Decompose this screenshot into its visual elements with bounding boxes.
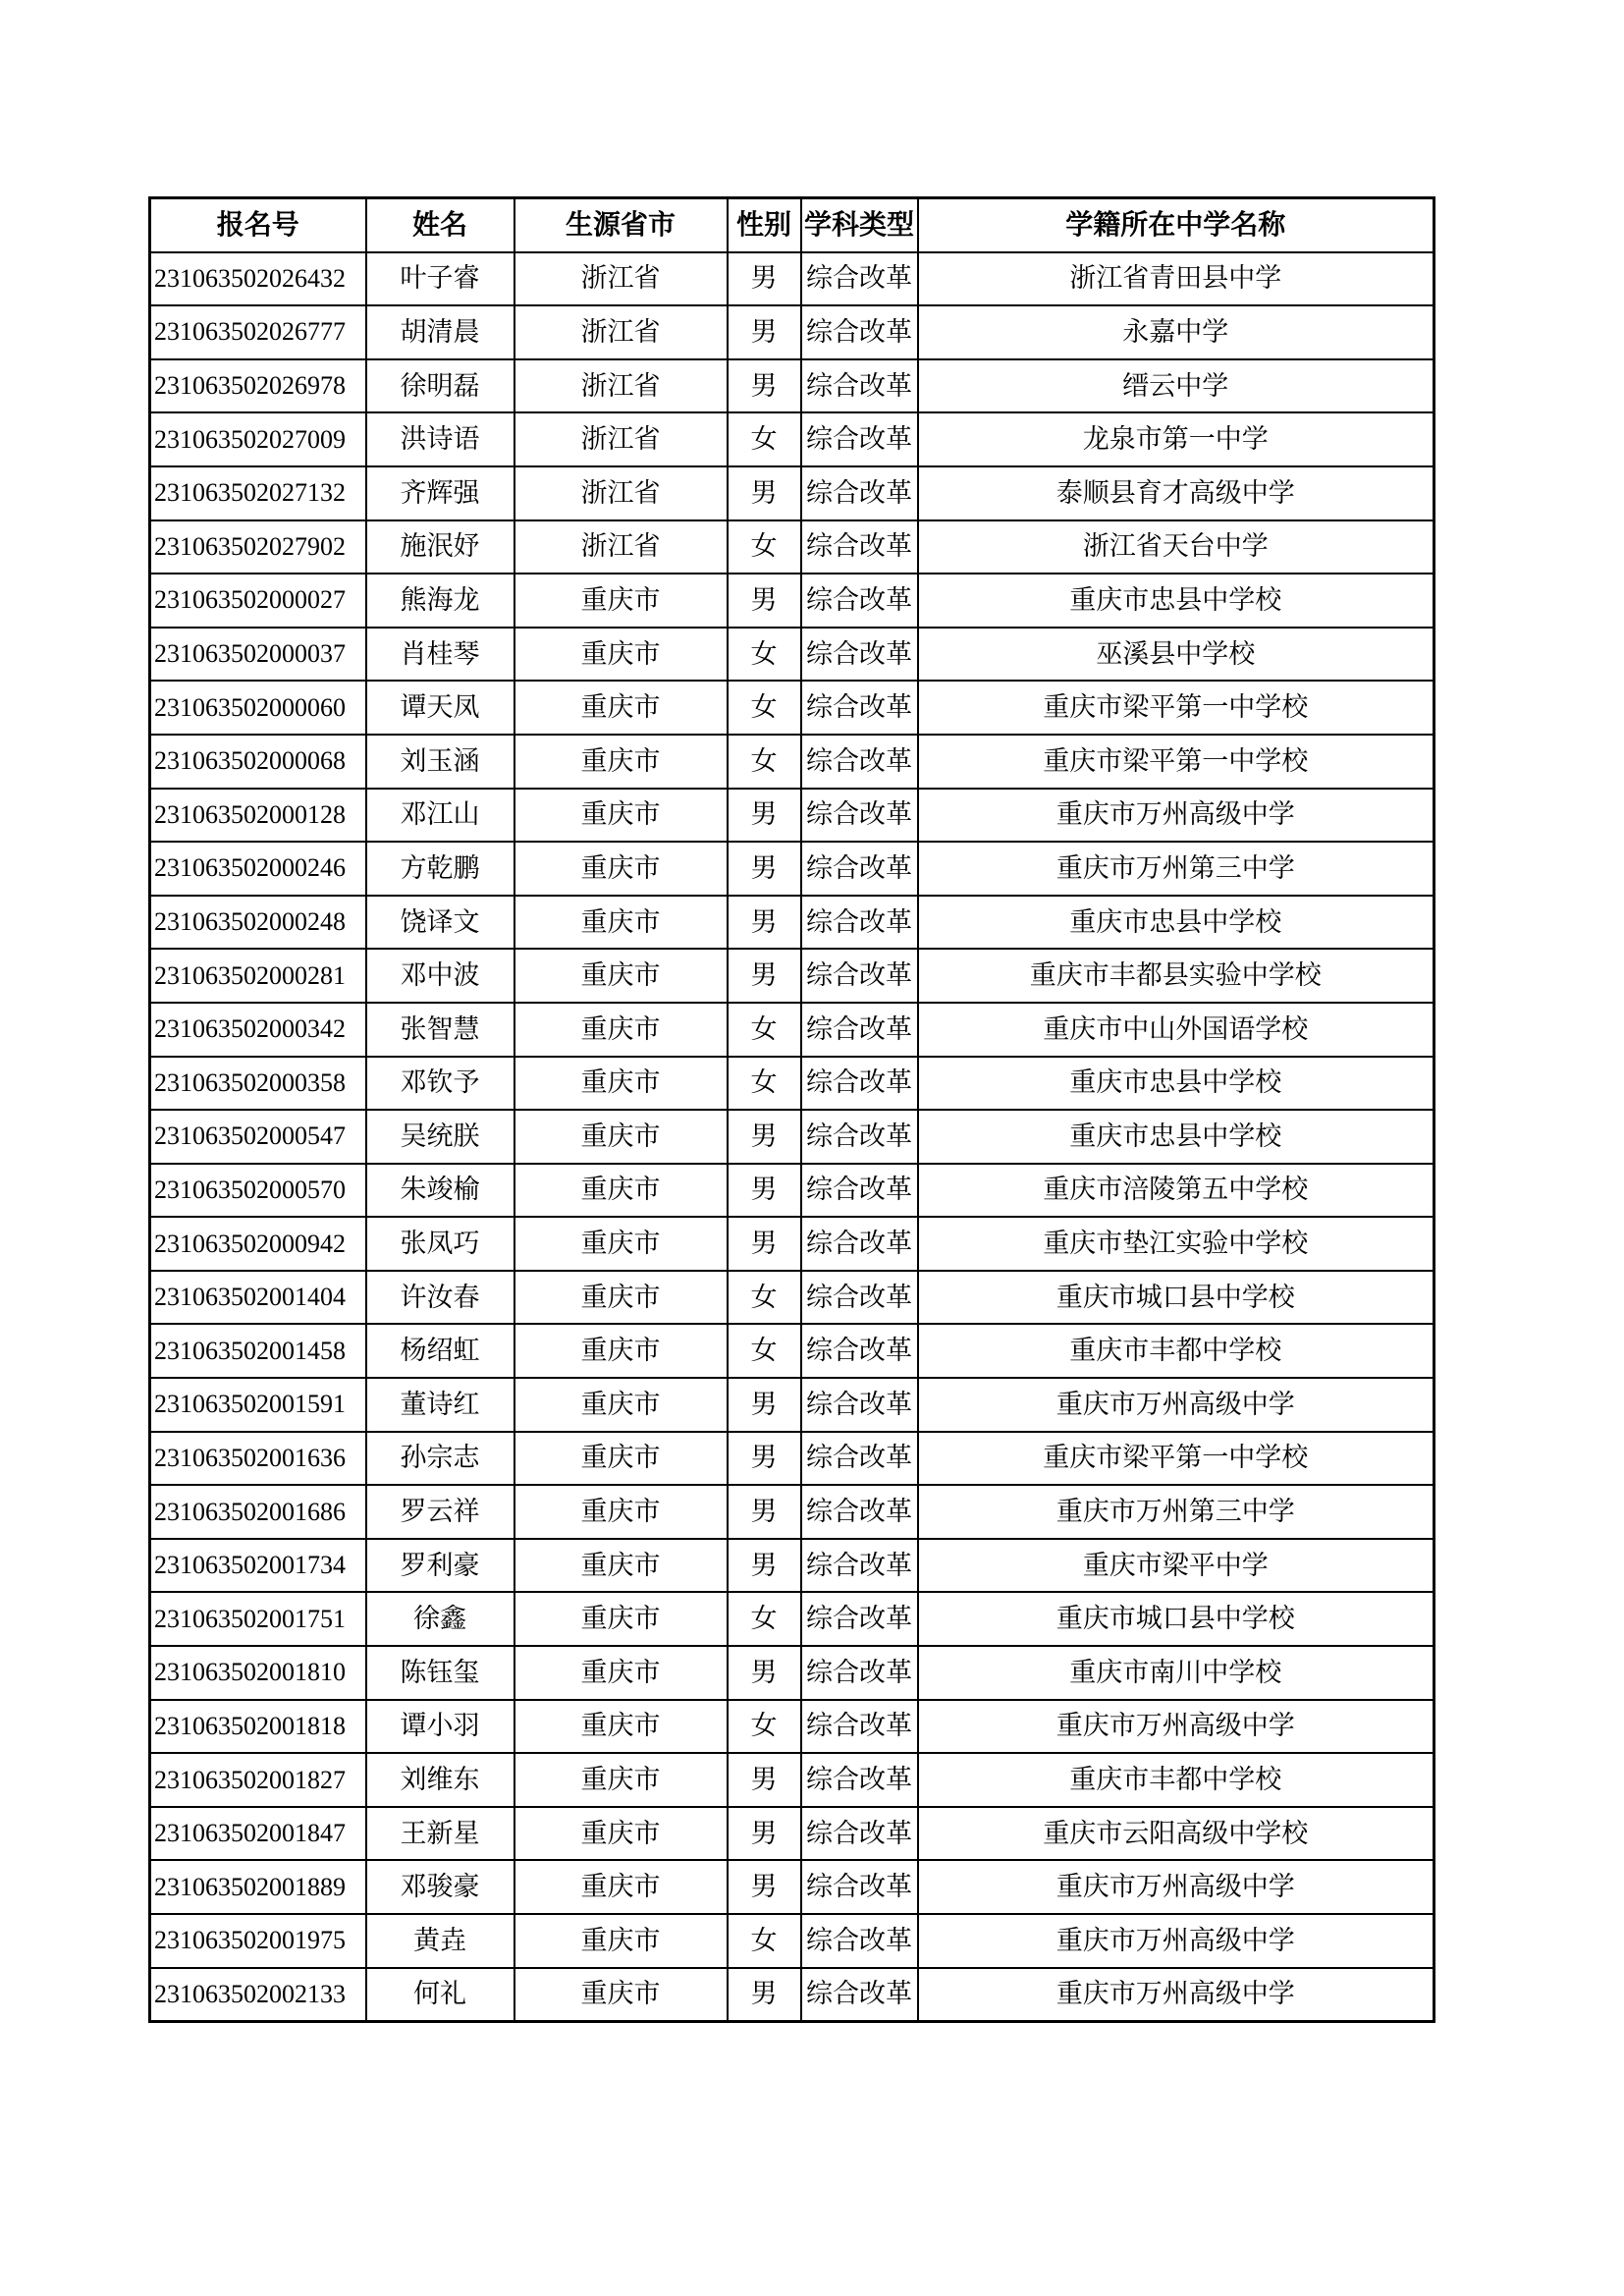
gender-cell: 男 [728, 949, 801, 1003]
subject-type-cell: 综合改革 [801, 949, 918, 1003]
gender-cell: 女 [728, 1324, 801, 1378]
registration-number-cell: 231063502000248 [150, 896, 366, 950]
name-cell: 齐辉强 [366, 466, 514, 520]
table-row [150, 1807, 1435, 1861]
name-cell: 张智慧 [366, 1003, 514, 1057]
province-cell: 重庆市 [514, 1110, 728, 1164]
name-cell: 许汝春 [366, 1271, 514, 1325]
table-row [150, 1217, 1435, 1271]
gender-cell: 男 [728, 1432, 801, 1486]
province-cell: 重庆市 [514, 1753, 728, 1807]
province-cell: 重庆市 [514, 896, 728, 950]
registration-number-cell: 231063502000128 [150, 789, 366, 843]
registration-number-cell: 231063502001847 [150, 1807, 366, 1861]
registration-number-cell: 231063502000358 [150, 1057, 366, 1111]
registration-number-cell: 231063502000068 [150, 735, 366, 789]
province-cell: 浙江省 [514, 412, 728, 466]
province-cell: 重庆市 [514, 681, 728, 735]
school-name-cell: 重庆市丰都中学校 [918, 1324, 1435, 1378]
province-cell: 重庆市 [514, 628, 728, 682]
province-cell: 重庆市 [514, 1539, 728, 1593]
registration-number-cell: 231063502026978 [150, 359, 366, 413]
school-name-cell: 重庆市梁平第一中学校 [918, 681, 1435, 735]
header-registration-number: 报名号 [150, 198, 366, 252]
name-cell: 孙宗志 [366, 1432, 514, 1486]
school-name-cell: 重庆市垫江实验中学校 [918, 1217, 1435, 1271]
province-cell: 重庆市 [514, 1271, 728, 1325]
subject-type-cell: 综合改革 [801, 520, 918, 574]
gender-cell: 男 [728, 252, 801, 306]
province-cell: 重庆市 [514, 1646, 728, 1700]
school-name-cell: 重庆市涪陵第五中学校 [918, 1164, 1435, 1218]
registration-number-cell: 231063502001889 [150, 1860, 366, 1914]
registration-number-cell: 231063502027009 [150, 412, 366, 466]
table-row [150, 1003, 1435, 1057]
name-cell: 刘玉涵 [366, 735, 514, 789]
registration-number-cell: 231063502027902 [150, 520, 366, 574]
name-cell: 徐明磊 [366, 359, 514, 413]
table-row [150, 842, 1435, 896]
gender-cell: 男 [728, 1110, 801, 1164]
name-cell: 邓中波 [366, 949, 514, 1003]
gender-cell: 女 [728, 1592, 801, 1646]
table-row [150, 1914, 1435, 1968]
table-row [150, 1968, 1435, 2022]
subject-type-cell: 综合改革 [801, 1003, 918, 1057]
school-name-cell: 重庆市忠县中学校 [918, 896, 1435, 950]
school-name-cell: 浙江省天台中学 [918, 520, 1435, 574]
gender-cell: 男 [728, 305, 801, 359]
province-cell: 浙江省 [514, 252, 728, 306]
school-name-cell: 泰顺县育才高级中学 [918, 466, 1435, 520]
subject-type-cell: 综合改革 [801, 1324, 918, 1378]
school-name-cell: 缙云中学 [918, 359, 1435, 413]
registration-number-cell: 231063502001404 [150, 1271, 366, 1325]
province-cell: 重庆市 [514, 1914, 728, 1968]
province-cell: 重庆市 [514, 1432, 728, 1486]
name-cell: 罗云祥 [366, 1485, 514, 1539]
gender-cell: 男 [728, 842, 801, 896]
subject-type-cell: 综合改革 [801, 735, 918, 789]
subject-type-cell: 综合改革 [801, 466, 918, 520]
gender-cell: 女 [728, 1700, 801, 1754]
name-cell: 王新星 [366, 1807, 514, 1861]
table-row [150, 1646, 1435, 1700]
school-name-cell: 重庆市城口县中学校 [918, 1592, 1435, 1646]
table-row [150, 1432, 1435, 1486]
registration-number-cell: 231063502001751 [150, 1592, 366, 1646]
name-cell: 叶子睿 [366, 252, 514, 306]
school-name-cell: 重庆市万州高级中学 [918, 1968, 1435, 2022]
subject-type-cell: 综合改革 [801, 1968, 918, 2022]
gender-cell: 男 [728, 1646, 801, 1700]
subject-type-cell: 综合改革 [801, 1432, 918, 1486]
name-cell: 黄垚 [366, 1914, 514, 1968]
gender-cell: 男 [728, 896, 801, 950]
registration-number-cell: 231063502000570 [150, 1164, 366, 1218]
header-subject-type: 学科类型 [801, 198, 918, 252]
table-row [150, 359, 1435, 413]
gender-cell: 男 [728, 1807, 801, 1861]
registration-number-cell: 231063502001734 [150, 1539, 366, 1593]
subject-type-cell: 综合改革 [801, 842, 918, 896]
registration-number-cell: 231063502026777 [150, 305, 366, 359]
table-row [150, 574, 1435, 628]
registration-number-cell: 231063502027132 [150, 466, 366, 520]
name-cell: 陈钰玺 [366, 1646, 514, 1700]
name-cell: 何礼 [366, 1968, 514, 2022]
school-name-cell: 重庆市城口县中学校 [918, 1271, 1435, 1325]
name-cell: 邓钦予 [366, 1057, 514, 1111]
province-cell: 重庆市 [514, 1860, 728, 1914]
name-cell: 洪诗语 [366, 412, 514, 466]
table-body [150, 252, 1435, 2022]
name-cell: 谭天凤 [366, 681, 514, 735]
name-cell: 方乾鹏 [366, 842, 514, 896]
registration-number-cell: 231063502026432 [150, 252, 366, 306]
subject-type-cell: 综合改革 [801, 1539, 918, 1593]
table-row [150, 628, 1435, 682]
gender-cell: 女 [728, 1057, 801, 1111]
gender-cell: 男 [728, 1217, 801, 1271]
gender-cell: 女 [728, 520, 801, 574]
table-row [150, 252, 1435, 306]
table-row [150, 305, 1435, 359]
name-cell: 邓江山 [366, 789, 514, 843]
subject-type-cell: 综合改革 [801, 1646, 918, 1700]
table-row [150, 1485, 1435, 1539]
school-name-cell: 重庆市梁平第一中学校 [918, 1432, 1435, 1486]
subject-type-cell: 综合改革 [801, 789, 918, 843]
gender-cell: 男 [728, 1378, 801, 1432]
registration-number-cell: 231063502001636 [150, 1432, 366, 1486]
subject-type-cell: 综合改革 [801, 896, 918, 950]
province-cell: 重庆市 [514, 1807, 728, 1861]
name-cell: 杨绍虹 [366, 1324, 514, 1378]
table-row [150, 1539, 1435, 1593]
school-name-cell: 重庆市万州高级中学 [918, 789, 1435, 843]
table-row [150, 1378, 1435, 1432]
province-cell: 重庆市 [514, 949, 728, 1003]
school-name-cell: 重庆市南川中学校 [918, 1646, 1435, 1700]
name-cell: 朱竣榆 [366, 1164, 514, 1218]
gender-cell: 男 [728, 1539, 801, 1593]
school-name-cell: 重庆市忠县中学校 [918, 1110, 1435, 1164]
registration-number-cell: 231063502001975 [150, 1914, 366, 1968]
name-cell: 董诗红 [366, 1378, 514, 1432]
province-cell: 重庆市 [514, 1324, 728, 1378]
subject-type-cell: 综合改革 [801, 681, 918, 735]
school-name-cell: 龙泉市第一中学 [918, 412, 1435, 466]
registration-number-cell: 231063502000281 [150, 949, 366, 1003]
province-cell: 浙江省 [514, 359, 728, 413]
province-cell: 重庆市 [514, 1217, 728, 1271]
province-cell: 重庆市 [514, 1968, 728, 2022]
subject-type-cell: 综合改革 [801, 1057, 918, 1111]
school-name-cell: 永嘉中学 [918, 305, 1435, 359]
province-cell: 重庆市 [514, 1003, 728, 1057]
gender-cell: 男 [728, 359, 801, 413]
name-cell: 刘维东 [366, 1753, 514, 1807]
table-row [150, 1271, 1435, 1325]
subject-type-cell: 综合改革 [801, 574, 918, 628]
registration-number-cell: 231063502000037 [150, 628, 366, 682]
province-cell: 重庆市 [514, 842, 728, 896]
table-row [150, 1057, 1435, 1111]
table-row [150, 1164, 1435, 1218]
gender-cell: 女 [728, 628, 801, 682]
registration-number-cell: 231063502000342 [150, 1003, 366, 1057]
province-cell: 重庆市 [514, 789, 728, 843]
registration-number-cell: 231063502001818 [150, 1700, 366, 1754]
name-cell: 谭小羽 [366, 1700, 514, 1754]
subject-type-cell: 综合改革 [801, 1860, 918, 1914]
table-row [150, 1324, 1435, 1378]
gender-cell: 女 [728, 412, 801, 466]
table-row [150, 520, 1435, 574]
school-name-cell: 重庆市万州第三中学 [918, 1485, 1435, 1539]
name-cell: 徐鑫 [366, 1592, 514, 1646]
table-row [150, 949, 1435, 1003]
header-school-name: 学籍所在中学名称 [918, 198, 1435, 252]
subject-type-cell: 综合改革 [801, 1110, 918, 1164]
school-name-cell: 重庆市梁平第一中学校 [918, 735, 1435, 789]
table-row [150, 466, 1435, 520]
name-cell: 邓骏豪 [366, 1860, 514, 1914]
subject-type-cell: 综合改革 [801, 1164, 918, 1218]
registration-number-cell: 231063502002133 [150, 1968, 366, 2022]
subject-type-cell: 综合改革 [801, 1700, 918, 1754]
table-row [150, 1110, 1435, 1164]
gender-cell: 女 [728, 1003, 801, 1057]
school-name-cell: 重庆市万州高级中学 [918, 1378, 1435, 1432]
province-cell: 重庆市 [514, 1378, 728, 1432]
gender-cell: 男 [728, 1860, 801, 1914]
province-cell: 重庆市 [514, 1485, 728, 1539]
name-cell: 胡清晨 [366, 305, 514, 359]
registration-number-cell: 231063502001827 [150, 1753, 366, 1807]
registration-number-cell: 231063502000060 [150, 681, 366, 735]
subject-type-cell: 综合改革 [801, 1753, 918, 1807]
table-row [150, 735, 1435, 789]
subject-type-cell: 综合改革 [801, 1485, 918, 1539]
subject-type-cell: 综合改革 [801, 359, 918, 413]
province-cell: 重庆市 [514, 574, 728, 628]
gender-cell: 男 [728, 466, 801, 520]
subject-type-cell: 综合改革 [801, 628, 918, 682]
header-province: 生源省市 [514, 198, 728, 252]
name-cell: 张凤巧 [366, 1217, 514, 1271]
school-name-cell: 重庆市忠县中学校 [918, 574, 1435, 628]
gender-cell: 男 [728, 574, 801, 628]
province-cell: 浙江省 [514, 305, 728, 359]
province-cell: 重庆市 [514, 735, 728, 789]
subject-type-cell: 综合改革 [801, 1592, 918, 1646]
registration-number-cell: 231063502000547 [150, 1110, 366, 1164]
school-name-cell: 重庆市忠县中学校 [918, 1057, 1435, 1111]
school-name-cell: 重庆市万州高级中学 [918, 1914, 1435, 1968]
school-name-cell: 浙江省青田县中学 [918, 252, 1435, 306]
header-gender: 性别 [728, 198, 801, 252]
registration-number-cell: 231063502000246 [150, 842, 366, 896]
province-cell: 重庆市 [514, 1164, 728, 1218]
gender-cell: 男 [728, 789, 801, 843]
header-name: 姓名 [366, 198, 514, 252]
province-cell: 重庆市 [514, 1592, 728, 1646]
province-cell: 重庆市 [514, 1057, 728, 1111]
school-name-cell: 重庆市丰都县实验中学校 [918, 949, 1435, 1003]
name-cell: 施泯妤 [366, 520, 514, 574]
subject-type-cell: 综合改革 [801, 1217, 918, 1271]
school-name-cell: 重庆市中山外国语学校 [918, 1003, 1435, 1057]
gender-cell: 男 [728, 1968, 801, 2022]
subject-type-cell: 综合改革 [801, 1914, 918, 1968]
table-row [150, 1753, 1435, 1807]
name-cell: 肖桂琴 [366, 628, 514, 682]
subject-type-cell: 综合改革 [801, 252, 918, 306]
subject-type-cell: 综合改革 [801, 1271, 918, 1325]
registration-number-cell: 231063502000027 [150, 574, 366, 628]
registration-number-cell: 231063502001591 [150, 1378, 366, 1432]
subject-type-cell: 综合改革 [801, 412, 918, 466]
registration-number-cell: 231063502001686 [150, 1485, 366, 1539]
table-row [150, 789, 1435, 843]
gender-cell: 男 [728, 1753, 801, 1807]
name-cell: 熊海龙 [366, 574, 514, 628]
subject-type-cell: 综合改革 [801, 305, 918, 359]
province-cell: 浙江省 [514, 466, 728, 520]
gender-cell: 女 [728, 681, 801, 735]
name-cell: 吴统朕 [366, 1110, 514, 1164]
province-cell: 浙江省 [514, 520, 728, 574]
gender-cell: 男 [728, 1164, 801, 1218]
registration-number-cell: 231063502001810 [150, 1646, 366, 1700]
school-name-cell: 重庆市丰都中学校 [918, 1753, 1435, 1807]
school-name-cell: 重庆市万州第三中学 [918, 842, 1435, 896]
school-name-cell: 巫溪县中学校 [918, 628, 1435, 682]
table-row [150, 1860, 1435, 1914]
table-row [150, 1700, 1435, 1754]
name-cell: 饶译文 [366, 896, 514, 950]
name-cell: 罗利豪 [366, 1539, 514, 1593]
table-row [150, 896, 1435, 950]
school-name-cell: 重庆市梁平中学 [918, 1539, 1435, 1593]
school-name-cell: 重庆市万州高级中学 [918, 1700, 1435, 1754]
gender-cell: 女 [728, 1914, 801, 1968]
table-row [150, 681, 1435, 735]
admissions-table [148, 196, 1435, 2023]
table-row [150, 412, 1435, 466]
registration-number-cell: 231063502000942 [150, 1217, 366, 1271]
subject-type-cell: 综合改革 [801, 1807, 918, 1861]
gender-cell: 女 [728, 735, 801, 789]
school-name-cell: 重庆市万州高级中学 [918, 1860, 1435, 1914]
registration-number-cell: 231063502001458 [150, 1324, 366, 1378]
province-cell: 重庆市 [514, 1700, 728, 1754]
table-row [150, 1592, 1435, 1646]
school-name-cell: 重庆市云阳高级中学校 [918, 1807, 1435, 1861]
subject-type-cell: 综合改革 [801, 1378, 918, 1432]
header-row [150, 198, 1435, 252]
gender-cell: 女 [728, 1271, 801, 1325]
gender-cell: 男 [728, 1485, 801, 1539]
